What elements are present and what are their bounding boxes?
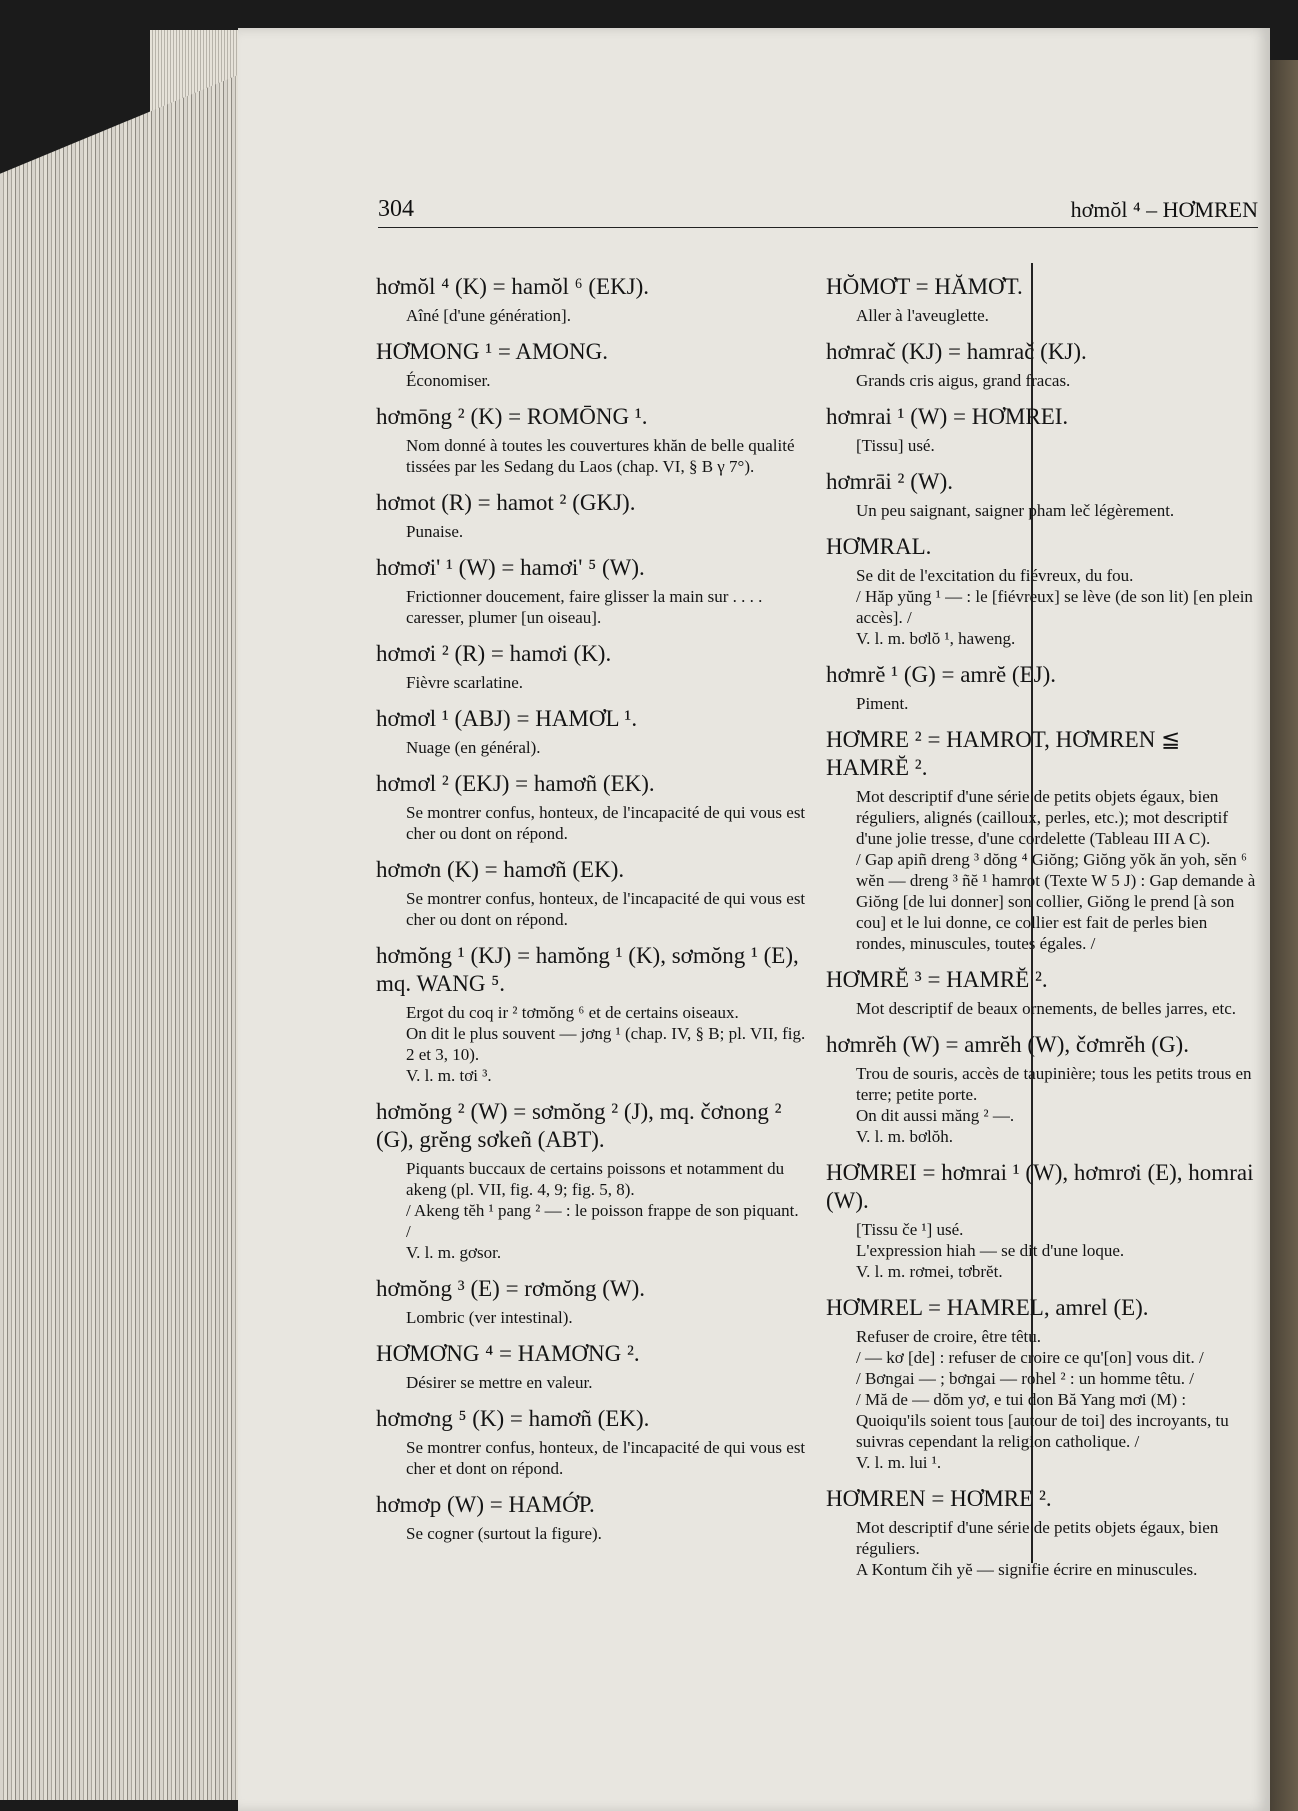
entry-definition bbox=[376, 802, 806, 844]
definition-line: Aîné [d'une génération]. bbox=[406, 306, 571, 325]
definition-line: Frictionner doucement, faire glisser la main sur . . . . caresser, plumer [un oiseau]. bbox=[406, 587, 763, 627]
dictionary-entry bbox=[376, 942, 806, 1086]
entry-definition bbox=[826, 500, 1256, 521]
definition-line: Nom donné à toutes les couvertures khăn de belle qualité tissées par les Sedang du Laos (chap. VI, § B γ 7°). bbox=[406, 436, 795, 476]
entry-definition bbox=[826, 1517, 1256, 1580]
definition-line: / Bơngai — ; bơngai — rohel ² : un homme têtu. / bbox=[856, 1369, 1195, 1388]
entry-definition bbox=[376, 586, 806, 628]
definition-line: / Hăp yŭng ¹ — : le [fiévreux] se lève (de son lit) [en plein accès]. / bbox=[856, 587, 1253, 627]
definition-line: Punaise. bbox=[406, 522, 464, 541]
dictionary-entry bbox=[826, 338, 1256, 391]
definition-line: Aller à l'aveuglette. bbox=[856, 306, 989, 325]
entry-headword: hơmơp (W) = HAMỚP. bbox=[376, 1492, 595, 1517]
entry-headword: hơmŏng ² (W) = sơmŏng ² (J), mq. čơnong ² (G), grĕng sơkeñ (ABT). bbox=[376, 1099, 782, 1152]
dictionary-entry bbox=[826, 661, 1256, 714]
entry-definition bbox=[376, 672, 806, 693]
entry-headword: HƠMRE ² = HAMROT, HƠMREN ≦ HAMRĔ ². bbox=[826, 727, 1181, 780]
dictionary-entry bbox=[826, 726, 1256, 954]
entry-definition bbox=[376, 1523, 806, 1544]
definition-line: Lombric (ver intestinal). bbox=[406, 1308, 573, 1327]
entry-headword: HƠMREL = HAMREL, amrel (E). bbox=[826, 1295, 1149, 1320]
definition-line: V. l. m. gơsor. bbox=[406, 1243, 502, 1262]
definition-line: Trou de souris, accès de taupinière; tous les petits trous en terre; petite porte. bbox=[856, 1064, 1252, 1104]
left-column bbox=[376, 273, 806, 1556]
entry-definition bbox=[376, 521, 806, 542]
dictionary-entry bbox=[376, 554, 806, 628]
dictionary-entry bbox=[826, 1485, 1256, 1580]
definition-line: Grands cris aigus, grand fracas. bbox=[856, 371, 1071, 390]
entry-headword: hơmŏng ¹ (KJ) = hamŏng ¹ (K), sơmŏng ¹ (E), mq. WANG ⁵. bbox=[376, 943, 799, 996]
definition-line: Fièvre scarlatine. bbox=[406, 673, 524, 692]
entry-headword: HƠMRAL. bbox=[826, 534, 932, 559]
dictionary-entry bbox=[376, 403, 806, 477]
entry-headword: hơmot (R) = hamot ² (GKJ). bbox=[376, 490, 636, 515]
entry-definition bbox=[826, 1063, 1256, 1147]
definition-line: Nuage (en général). bbox=[406, 738, 541, 757]
dictionary-entry bbox=[826, 468, 1256, 521]
definition-line: V. l. m. rơmei, tơbrĕt. bbox=[856, 1262, 1003, 1281]
definition-line: [Tissu] usé. bbox=[856, 436, 935, 455]
entry-definition bbox=[826, 370, 1256, 391]
definition-line: On dit le plus souvent — jơng ¹ (chap. IV, § B; pl. VII, fig. 2 et 3, 10). bbox=[406, 1024, 806, 1064]
entry-definition bbox=[826, 693, 1256, 714]
entry-headword: hơmrĕ ¹ (G) = amrĕ (EJ). bbox=[826, 662, 1056, 687]
definition-line: Se montrer confus, honteux, de l'incapacité de qui vous est cher ou dont on répond. bbox=[406, 803, 806, 843]
entry-definition bbox=[826, 786, 1256, 954]
definition-line: Un peu saignant, saigner pham leč légèrement. bbox=[856, 501, 1175, 520]
dictionary-entry bbox=[376, 1098, 806, 1263]
entry-headword: HƠMONG ¹ = AMONG. bbox=[376, 339, 608, 364]
entry-definition bbox=[376, 435, 806, 477]
definition-line: V. l. m. lui ¹. bbox=[856, 1453, 942, 1472]
definition-line: Piquants buccaux de certains poissons et notamment du akeng (pl. VII, fig. 4, 9; fig. 5, 8). bbox=[406, 1159, 785, 1199]
definition-line: Refuser de croire, être têtu. bbox=[856, 1327, 1042, 1346]
entry-headword: HŎMƠT = HĂMƠT. bbox=[826, 274, 1023, 299]
entry-headword: hơmrač (KJ) = hamrač (KJ). bbox=[826, 339, 1087, 364]
definition-line: / — kơ [de] : refuser de croire ce qu'[on] vous dit. / bbox=[856, 1348, 1204, 1367]
definition-line: Mot descriptif d'une série de petits objets égaux, bien réguliers. bbox=[856, 1518, 1219, 1558]
entry-definition bbox=[376, 305, 806, 326]
right-column bbox=[826, 273, 1256, 1592]
dictionary-entry bbox=[376, 1405, 806, 1479]
entry-headword: HƠMƠNG ⁴ = HAMƠNG ². bbox=[376, 1341, 640, 1366]
dictionary-entry bbox=[376, 1491, 806, 1544]
definition-line: V. l. m. bơlŏ ¹, haweng. bbox=[856, 629, 1016, 648]
definition-line: Piment. bbox=[856, 694, 909, 713]
entry-definition bbox=[376, 1158, 806, 1263]
dictionary-entry bbox=[826, 1159, 1256, 1282]
entry-headword: hơmơi' ¹ (W) = hamơi' ⁵ (W). bbox=[376, 555, 645, 580]
definition-line: A Kontum čih yĕ — signifie écrire en minuscules. bbox=[856, 1560, 1198, 1579]
dictionary-entry bbox=[376, 1340, 806, 1393]
entry-definition bbox=[376, 1437, 806, 1479]
entry-headword: hơmōng ² (K) = ROMŌNG ¹. bbox=[376, 404, 648, 429]
entry-definition bbox=[376, 1307, 806, 1328]
entry-definition bbox=[376, 888, 806, 930]
dictionary-entry bbox=[376, 489, 806, 542]
entry-definition bbox=[376, 737, 806, 758]
dictionary-page bbox=[238, 28, 1270, 1811]
entry-headword: hơmơl ¹ (ABJ) = HAMƠL ¹. bbox=[376, 706, 638, 731]
definition-line: Se cogner (surtout la figure). bbox=[406, 1524, 602, 1543]
entry-headword: hơmrĕh (W) = amrĕh (W), čơmrĕh (G). bbox=[826, 1032, 1189, 1057]
entry-headword: hơmŏl ⁴ (K) = hamŏl ⁶ (EKJ). bbox=[376, 274, 650, 299]
page-edges-stack bbox=[0, 70, 250, 1800]
entry-definition bbox=[826, 305, 1256, 326]
definition-line: / Mă de — dŏm yơ, e tui don Bă Yang mơi (M) : Quoiqu'ils soient tous [autour de toi] des incroyants, tu suivras cependant la religion catholique. / bbox=[856, 1390, 1229, 1451]
dictionary-entry bbox=[376, 770, 806, 844]
definition-line: Ergot du coq ir ² tơmŏng ⁶ et de certains oiseaux. bbox=[406, 1003, 739, 1022]
dictionary-entry bbox=[376, 856, 806, 930]
page-number: 304 bbox=[378, 196, 414, 222]
definition-line: V. l. m. tơi ³. bbox=[406, 1066, 492, 1085]
entry-definition bbox=[826, 565, 1256, 649]
entry-headword: hơmơng ⁵ (K) = hamơñ (EK). bbox=[376, 1406, 650, 1431]
definition-line: L'expression hiah — se dit d'une loque. bbox=[856, 1241, 1125, 1260]
entry-definition bbox=[826, 1326, 1256, 1473]
page-header bbox=[378, 193, 1258, 228]
definition-line: / Gap apiñ dreng ³ dŏng ⁴ Giŏng; Giŏng yŏk ăn yoh, sĕn ⁶ wĕn — dreng ³ ñĕ ¹ hamrot (Texte W 5 J) : Gap demande à Giŏng [de lui donner] son collier, Giŏng le prend [à son cou] et le lui donne, ce collier est fait de perles bien rondes, minuscules, toutes égales. / bbox=[856, 850, 1256, 953]
definition-line: Mot descriptif d'une série de petits objets égaux, bien réguliers, alignés (cailloux, perles, etc.); mot descriptif d'une jolie tresse, d'une cordelette (Tableau III A C). bbox=[856, 787, 1228, 848]
entry-headword: HƠMREI = hơmrai ¹ (W), hơmrơi (E), homrai (W). bbox=[826, 1160, 1254, 1213]
dictionary-entry bbox=[826, 1031, 1256, 1147]
definition-line: Mot descriptif de beaux ornements, de belles jarres, etc. bbox=[856, 999, 1237, 1018]
dictionary-entry bbox=[826, 403, 1256, 456]
entry-headword: hơmŏng ³ (E) = rơmŏng (W). bbox=[376, 1276, 646, 1301]
definition-line: Se montrer confus, honteux, de l'incapacité de qui vous est cher ou dont on répond. bbox=[406, 889, 806, 929]
entry-headword: hơmơn (K) = hamơñ (EK). bbox=[376, 857, 625, 882]
dictionary-entry bbox=[376, 640, 806, 693]
entry-definition bbox=[826, 435, 1256, 456]
definition-line: Économiser. bbox=[406, 371, 491, 390]
dictionary-entry bbox=[826, 966, 1256, 1019]
entry-headword: hơmơi ² (R) = hamơi (K). bbox=[376, 641, 612, 666]
dictionary-entry bbox=[826, 1294, 1256, 1473]
definition-line: On dit aussi măng ² —. bbox=[856, 1106, 1015, 1125]
entry-headword: hơmơl ² (EKJ) = hamơñ (EK). bbox=[376, 771, 655, 796]
dictionary-entry bbox=[376, 705, 806, 758]
entry-definition bbox=[826, 998, 1256, 1019]
entry-definition bbox=[376, 1002, 806, 1086]
entry-headword: HƠMREN = HƠMRE ². bbox=[826, 1486, 1052, 1511]
entry-headword: hơmrai ¹ (W) = HƠMREI. bbox=[826, 404, 1069, 429]
definition-line: Se dit de l'excitation du fiévreux, du fou. bbox=[856, 566, 1134, 585]
definition-line: V. l. m. bơlŏh. bbox=[856, 1127, 953, 1146]
dictionary-entry bbox=[826, 273, 1256, 326]
dictionary-entry bbox=[376, 338, 806, 391]
definition-line: Se montrer confus, honteux, de l'incapacité de qui vous est cher et dont on répond. bbox=[406, 1438, 806, 1478]
entry-headword: hơmrāi ² (W). bbox=[826, 469, 953, 494]
entry-definition bbox=[376, 1372, 806, 1393]
dictionary-entry bbox=[826, 533, 1256, 649]
entry-definition bbox=[826, 1219, 1256, 1282]
entry-headword: HƠMRĔ ³ = HAMRĔ ². bbox=[826, 967, 1048, 992]
definition-line: / Akeng tĕh ¹ pang ² — : le poisson frappe de son piquant. / bbox=[406, 1201, 799, 1241]
dictionary-entry bbox=[376, 1275, 806, 1328]
definition-line: Désirer se mettre en valeur. bbox=[406, 1373, 593, 1392]
definition-line: [Tissu če ¹] usé. bbox=[856, 1220, 964, 1239]
entry-definition bbox=[376, 370, 806, 391]
running-head: hơmŏl ⁴ – HƠMREN bbox=[1070, 197, 1258, 222]
dictionary-entry bbox=[376, 273, 806, 326]
